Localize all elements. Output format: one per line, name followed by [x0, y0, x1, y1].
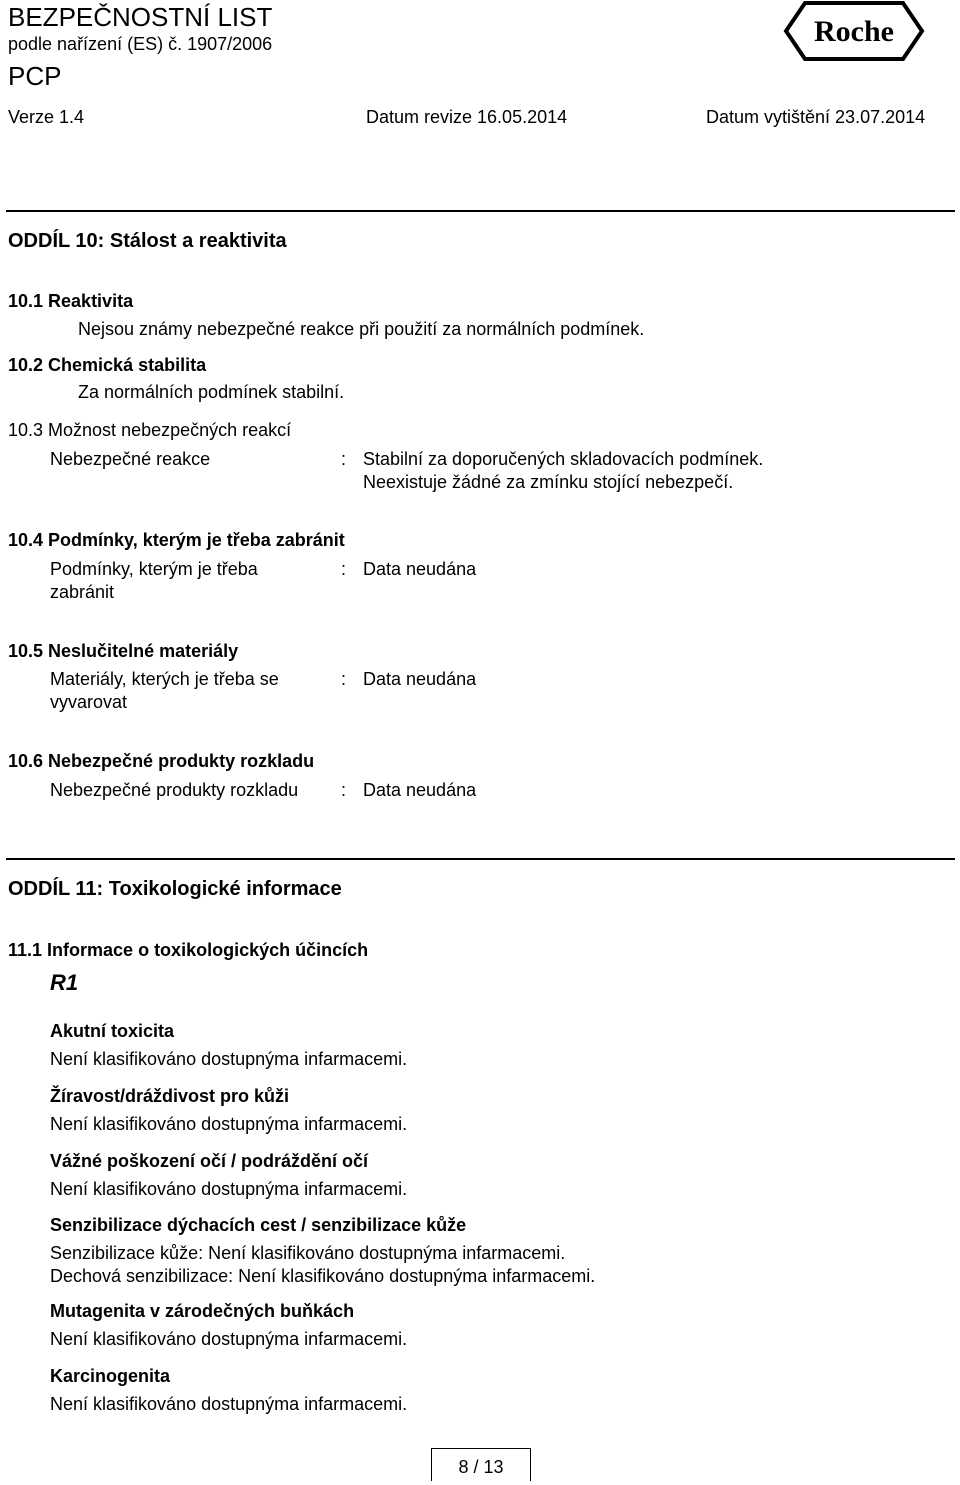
subsection-11-1-heading: 11.1 Informace o toxikologických účincích	[8, 940, 369, 960]
tox-item-heading: Mutagenita v zárodečných buňkách	[50, 1301, 355, 1321]
conditions-to-avoid-value: Data neudána	[363, 559, 477, 579]
regulation-reference: podle nařízení (ES) č. 1907/2006	[8, 34, 273, 54]
section-divider	[6, 858, 955, 860]
version-label: Verze 1.4	[8, 107, 85, 127]
subsection-10-1-heading: 10.1 Reaktivita	[8, 291, 134, 311]
roche-logo	[783, 0, 925, 62]
decomposition-products-value: Data neudána	[363, 780, 477, 800]
tox-item-heading: Žíravost/dráždivost pro kůži	[50, 1086, 290, 1106]
section-11-title: ODDÍL 11: Toxikologické informace	[8, 878, 342, 900]
field-colon: :	[341, 669, 347, 689]
document-title: BEZPEČNOSTNÍ LIST	[8, 2, 273, 32]
incompatible-materials-value: Data neudána	[363, 669, 477, 689]
section-divider	[6, 210, 955, 212]
tox-item-text: Dechová senzibilizace: Není klasifikováno dostupnýma infarmacemi.	[50, 1266, 596, 1286]
tox-item-heading: Karcinogenita	[50, 1366, 171, 1386]
subsection-10-6-heading: 10.6 Nebezpečné produkty rozkladu	[8, 751, 315, 771]
incompatible-materials-label: Materiály, kterých je třeba se vyvarovat	[50, 669, 279, 712]
conditions-to-avoid-label: Podmínky, kterým je třeba zabránit	[50, 559, 258, 602]
section-10-title: ODDÍL 10: Stálost a reaktivita	[8, 230, 287, 252]
tox-item-text: Senzibilizace kůže: Není klasifikováno dostupnýma infarmacemi.	[50, 1243, 566, 1263]
print-date: Datum vytištění 23.07.2014	[706, 107, 926, 127]
field-colon: :	[341, 559, 347, 579]
logo-text: Roche	[814, 15, 894, 48]
tox-item-text: Není klasifikováno dostupnýma infarmacemi.	[50, 1179, 408, 1199]
tox-item-text: Není klasifikováno dostupnýma infarmacemi.	[50, 1329, 408, 1349]
field-colon: :	[341, 449, 347, 469]
subsection-10-5-heading: 10.5 Neslučitelné materiály	[8, 641, 239, 661]
revision-date: Datum revize 16.05.2014	[366, 107, 568, 127]
component-label: R1	[50, 970, 79, 995]
decomposition-products-label: Nebezpečné produkty rozkladu	[50, 780, 299, 800]
subsection-10-2-text: Za normálních podmínek stabilní.	[78, 382, 345, 402]
hazardous-reactions-label: Nebezpečné reakce	[50, 449, 211, 469]
tox-item-text: Není klasifikováno dostupnýma infarmacemi.	[50, 1114, 408, 1134]
page-number: 8 / 13	[431, 1448, 531, 1481]
subsection-10-3-heading: 10.3 Možnost nebezpečných reakcí	[8, 420, 292, 440]
hazardous-reactions-value-line1: Stabilní za doporučených skladovacích podmínek.	[363, 449, 764, 469]
tox-item-heading: Akutní toxicita	[50, 1021, 175, 1041]
subsection-10-4-heading: 10.4 Podmínky, kterým je třeba zabránit	[8, 530, 345, 550]
subsection-10-2-heading: 10.2 Chemická stabilita	[8, 355, 207, 375]
tox-item-heading: Senzibilizace dýchacích cest / senzibilizace kůže	[50, 1215, 467, 1235]
tox-item-heading: Vážné poškození očí / podráždění očí	[50, 1151, 369, 1171]
field-colon: :	[341, 780, 347, 800]
hazardous-reactions-value-line2: Neexistuje žádné za zmínku stojící nebezpečí.	[363, 472, 734, 492]
tox-item-text: Není klasifikováno dostupnýma infarmacemi.	[50, 1049, 408, 1069]
tox-item-text: Není klasifikováno dostupnýma infarmacemi.	[50, 1394, 408, 1414]
subsection-10-1-text: Nejsou známy nebezpečné reakce při použití za normálních podmínek.	[78, 319, 645, 339]
product-name: PCP	[8, 61, 62, 91]
